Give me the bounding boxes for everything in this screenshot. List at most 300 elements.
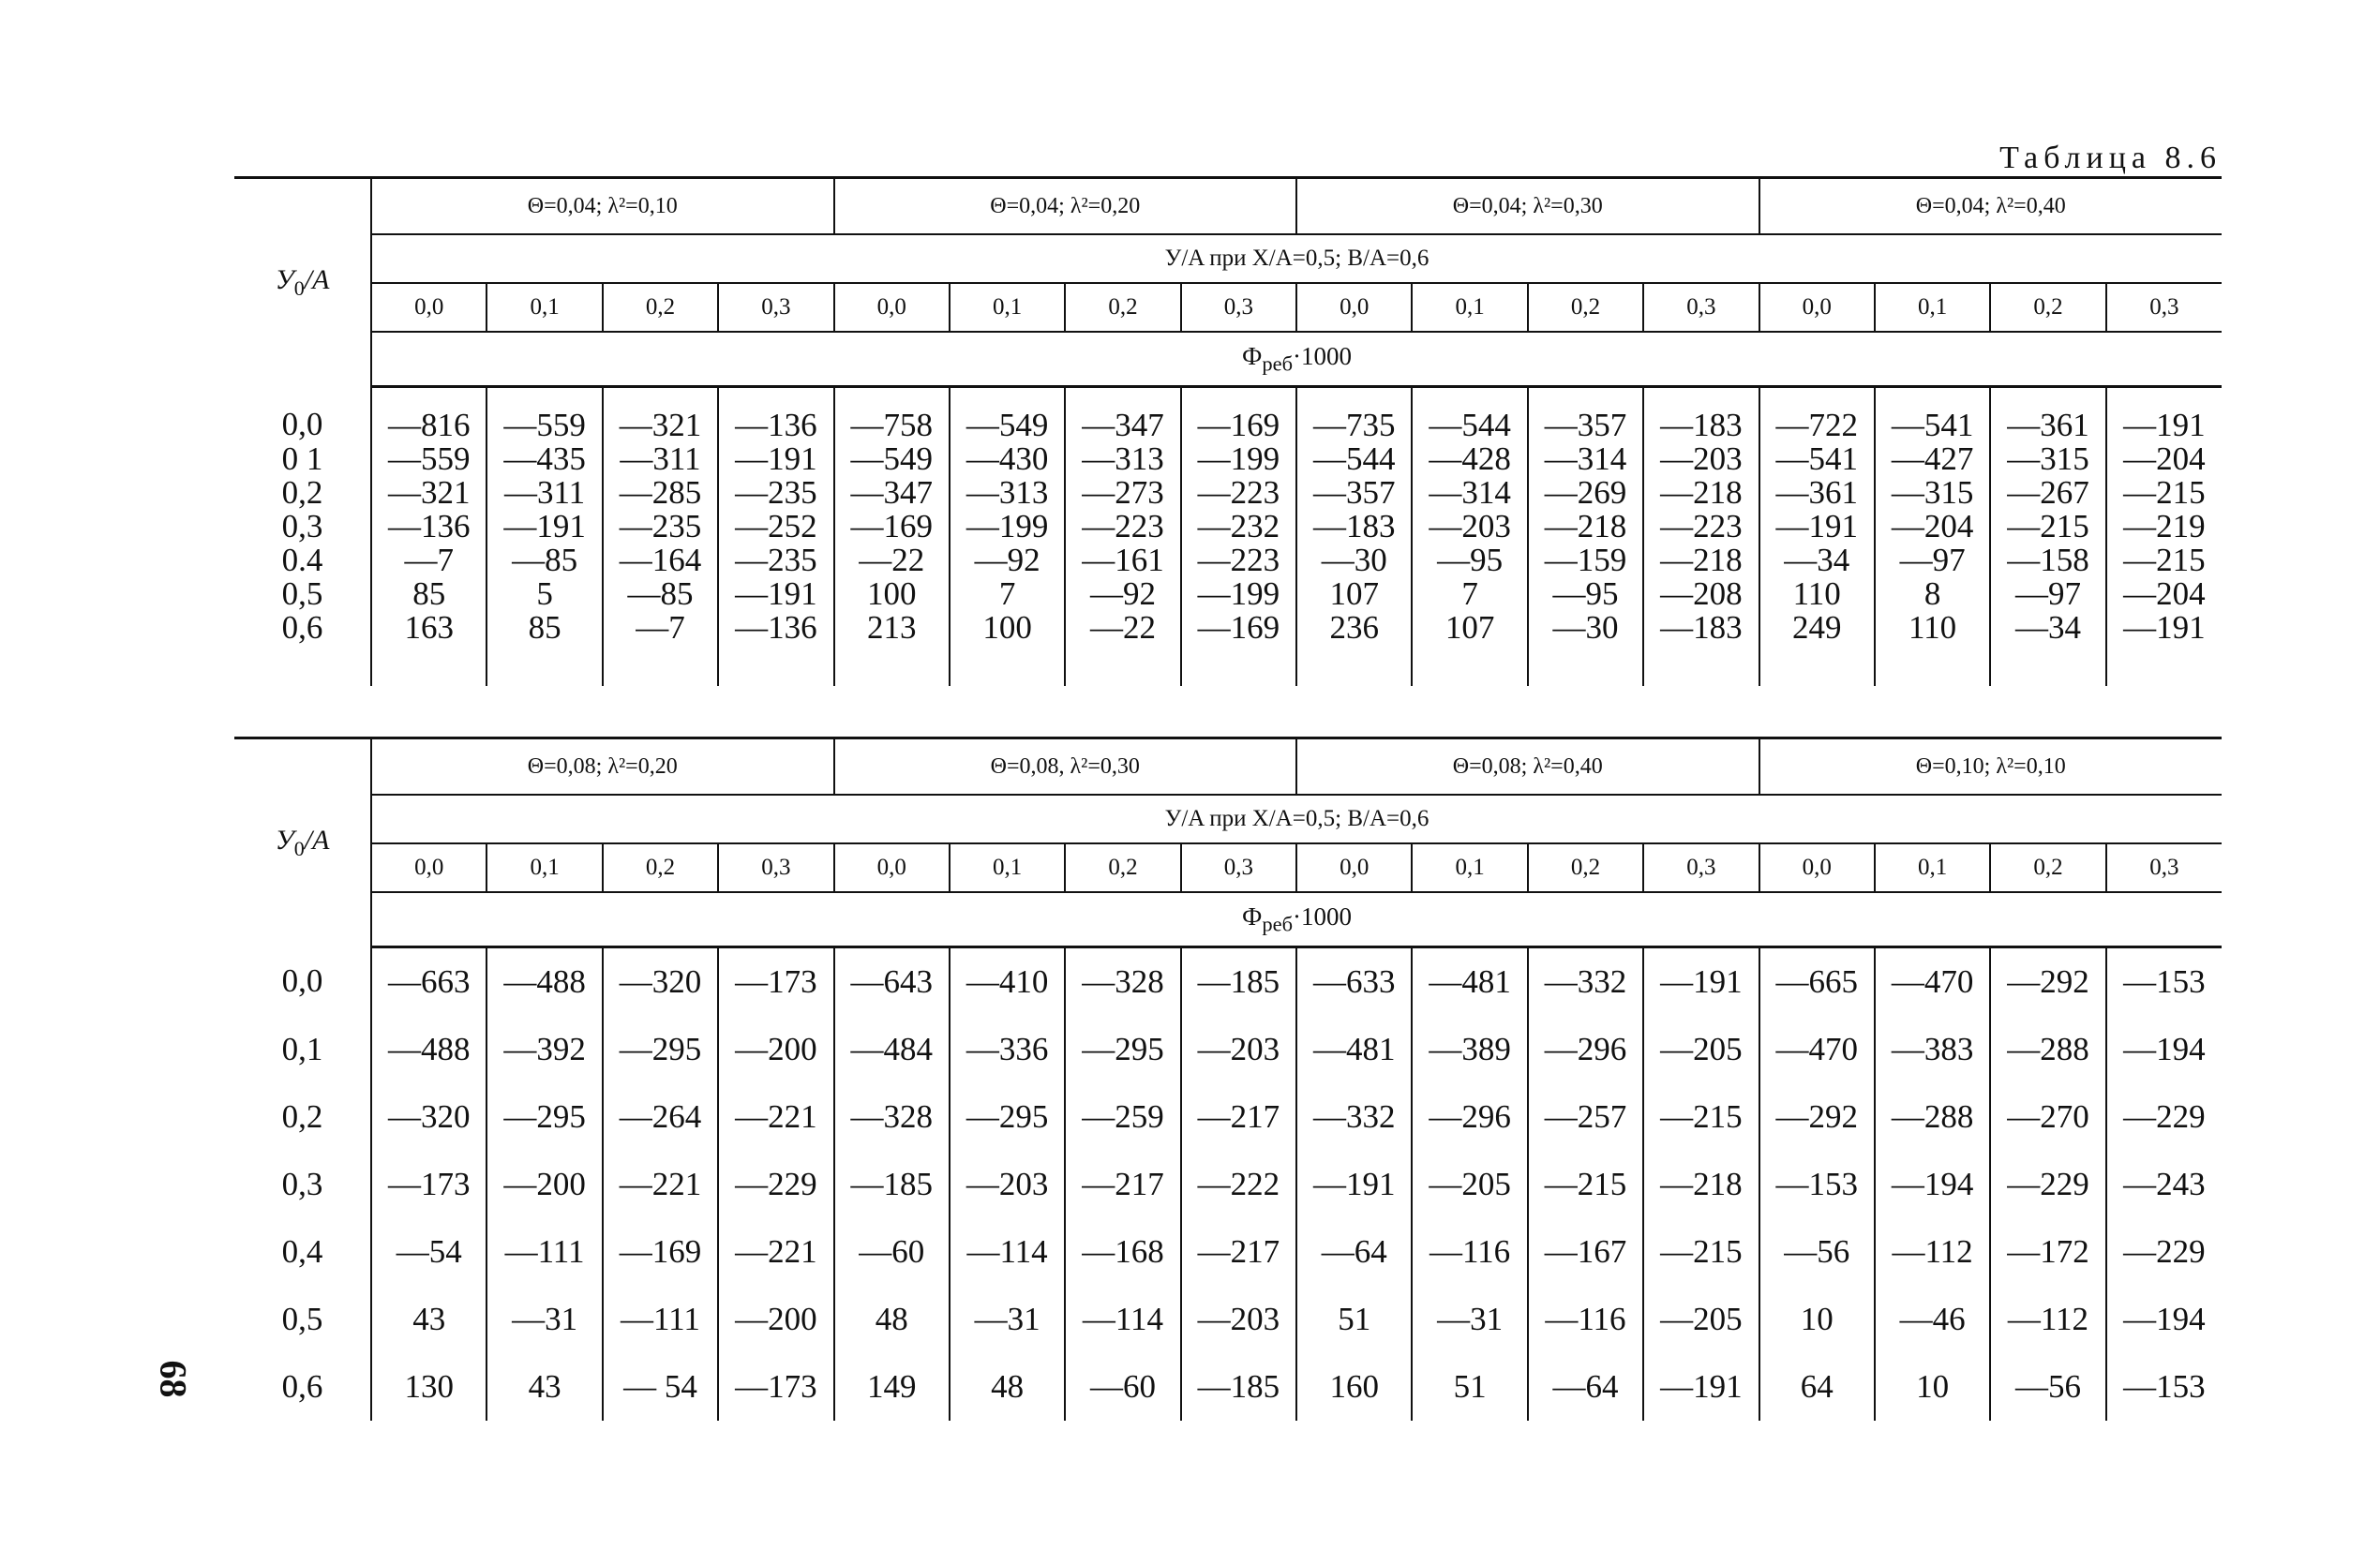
value-cell: —295 — [603, 1016, 718, 1083]
value-cell: 48 — [950, 1353, 1065, 1421]
value-cell: —203 — [1643, 442, 1759, 476]
value-cell: —114 — [1065, 1286, 1180, 1353]
value-cell: —221 — [718, 1218, 833, 1286]
value-cell: —194 — [1875, 1151, 1990, 1218]
value-cell: —208 — [1643, 577, 1759, 611]
column-header: 0,0 — [1296, 843, 1412, 892]
value-cell: —252 — [718, 510, 833, 544]
column-header: 0,1 — [486, 843, 602, 892]
value-cell: —314 — [1528, 442, 1643, 476]
value-cell: —136 — [718, 387, 833, 443]
value-cell: —183 — [1643, 387, 1759, 443]
value-cell: —541 — [1875, 387, 1990, 443]
value-cell: 107 — [1296, 577, 1412, 611]
value-cell: —194 — [2123, 1301, 2206, 1337]
value-cell: —427 — [1875, 442, 1990, 476]
value-cell: —435 — [486, 442, 602, 476]
row-header-tail: /A — [304, 264, 330, 296]
group-header: Θ=0,04; λ²=0,10 — [371, 178, 834, 235]
column-header: 0,2 — [1990, 283, 2105, 332]
value-cell: —288 — [1990, 1016, 2105, 1083]
value-cell: —488 — [371, 1016, 486, 1083]
value-cell: 7 — [1412, 577, 1527, 611]
value-cell: 43 — [486, 1353, 602, 1421]
value-cell: —30 — [1296, 544, 1412, 577]
page-number: 68 — [152, 1360, 195, 1398]
column-header: 0,2 — [1065, 283, 1180, 332]
value-cell: —643 — [834, 947, 950, 1017]
value-cell: —114 — [950, 1218, 1065, 1286]
value-cell: —311 — [486, 476, 602, 510]
row-header-main: У — [275, 825, 294, 857]
value-cell: 130 — [371, 1353, 486, 1421]
value-cell: —22 — [1065, 611, 1180, 686]
group-header: Θ=0,04; λ²=0,40 — [1759, 178, 2223, 235]
value-cell: —203 — [1412, 510, 1527, 544]
value-cell: —232 — [1181, 510, 1296, 544]
value-cell: —321 — [371, 476, 486, 510]
value-cell: —199 — [950, 510, 1065, 544]
value-cell: —136 — [371, 510, 486, 544]
phi-main: Ф — [1241, 902, 1263, 931]
value-cell: —112 — [1875, 1218, 1990, 1286]
value-cell: 107 — [1412, 611, 1527, 686]
subheader: У/A при X/A=0,5; В/A=0,6 — [371, 234, 2222, 283]
value-cell: —295 — [1065, 1016, 1180, 1083]
value-cell: —158 — [1990, 544, 2105, 577]
value-cell: 249 — [1759, 611, 1875, 686]
value-cell: 85 — [371, 577, 486, 611]
value-cell: 100 — [950, 611, 1065, 686]
row-label: 0,6 — [234, 1353, 371, 1421]
phi-main: Ф — [1241, 341, 1263, 370]
table-row — [234, 1286, 2222, 1353]
value-cell: —60 — [1065, 1353, 1180, 1421]
row-header-cell — [234, 178, 371, 387]
value-cell: —153 — [2123, 1368, 2206, 1405]
value-cell: —85 — [486, 544, 602, 577]
value-cell: —205 — [1643, 1016, 1759, 1083]
value-cell: —488 — [486, 947, 602, 1017]
value-cell: —200 — [486, 1151, 602, 1218]
value-cell: —389 — [1412, 1016, 1527, 1083]
value-cell: —217 — [1065, 1151, 1180, 1218]
value-cell: —229 — [718, 1151, 833, 1218]
phi-tail: ·1000 — [1293, 902, 1353, 931]
value-cell: —311 — [603, 442, 718, 476]
table-row — [234, 544, 2222, 577]
value-cell: 51 — [1296, 1286, 1412, 1353]
column-header: 0,0 — [834, 843, 950, 892]
table-row — [234, 1218, 2222, 1286]
value-cell: —200 — [718, 1286, 833, 1353]
value-cell: 5 — [486, 577, 602, 611]
column-header-row — [234, 283, 2222, 332]
column-header: 0,1 — [1412, 843, 1527, 892]
value-cell: —191 — [1296, 1151, 1412, 1218]
value-cell: —203 — [950, 1151, 1065, 1218]
value-cell: —185 — [1181, 1353, 1296, 1421]
value-cell: —336 — [950, 1016, 1065, 1083]
value-cell: —46 — [1875, 1286, 1990, 1353]
value-cell: 110 — [1759, 577, 1875, 611]
value-cell: —191 — [1643, 1353, 1759, 1421]
value-cell: —315 — [1990, 442, 2105, 476]
value-cell: —347 — [834, 476, 950, 510]
value-cell: —31 — [486, 1286, 602, 1353]
value-cell: —222 — [1181, 1151, 1296, 1218]
phi-sub: реб — [1262, 351, 1294, 376]
row-header-sub: 0 — [293, 837, 305, 861]
value-cell: —229 — [2123, 1233, 2206, 1270]
value-cell: —204 — [2123, 440, 2206, 477]
value-cell: —111 — [486, 1218, 602, 1286]
value-cell: —191 — [1759, 510, 1875, 544]
value-cell: —34 — [1759, 544, 1875, 577]
table-body — [234, 947, 2222, 1422]
value-cell: 10 — [1875, 1353, 1990, 1421]
row-label: 0,3 — [234, 510, 371, 544]
table-row — [234, 387, 2222, 443]
value-cell: —153 — [1759, 1151, 1875, 1218]
row-label: 0,2 — [234, 1083, 371, 1151]
row-label: 0,0 — [234, 387, 371, 443]
value-cell: —320 — [371, 1083, 486, 1151]
column-header-row — [234, 843, 2222, 892]
table-header — [234, 738, 2222, 947]
value-cell: —205 — [1643, 1286, 1759, 1353]
table-row — [234, 510, 2222, 544]
value-cell: —161 — [1065, 544, 1180, 577]
value-cell: —169 — [834, 510, 950, 544]
value-cell: 163 — [371, 611, 486, 686]
value-cell: 85 — [486, 611, 602, 686]
value-cell: —191 — [486, 510, 602, 544]
table-row — [234, 947, 2222, 1017]
column-header: 0,2 — [1528, 283, 1643, 332]
value-cell: 213 — [834, 611, 950, 686]
table-row — [234, 442, 2222, 476]
value-cell: —203 — [1181, 1016, 1296, 1083]
group-header: Θ=0,04; λ²=0,20 — [834, 178, 1297, 235]
value-cell: —264 — [603, 1083, 718, 1151]
value-cell: —235 — [718, 476, 833, 510]
table-body — [234, 387, 2222, 687]
value-cell: —215 — [1990, 510, 2105, 544]
value-cell: —56 — [1759, 1218, 1875, 1286]
value-cell: —167 — [1528, 1218, 1643, 1286]
row-label: 0,4 — [234, 1218, 371, 1286]
column-header: 0,3 — [1181, 283, 1296, 332]
column-header: 0,1 — [486, 283, 602, 332]
column-header: 0,2 — [603, 843, 718, 892]
value-cell: —223 — [1643, 510, 1759, 544]
table-header — [234, 178, 2222, 387]
row-label: 0,6 — [234, 611, 371, 686]
value-cell: —484 — [834, 1016, 950, 1083]
value-cell: —64 — [1528, 1353, 1643, 1421]
value-cell: —314 — [1412, 476, 1527, 510]
value-cell: —633 — [1296, 947, 1412, 1017]
value-cell: —199 — [1181, 577, 1296, 611]
value-cell: —357 — [1528, 387, 1643, 443]
value-cell: —116 — [1412, 1218, 1527, 1286]
group-header: Θ=0,08; λ²=0,40 — [1296, 738, 1759, 796]
value-cell: —544 — [1296, 442, 1412, 476]
group-header: Θ=0,10; λ²=0,10 — [1759, 738, 2223, 796]
value-cell: —410 — [950, 947, 1065, 1017]
value-cell: —215 — [2123, 542, 2206, 578]
value-cell: —185 — [834, 1151, 950, 1218]
value-cell: —203 — [1181, 1286, 1296, 1353]
value-cell: 149 — [834, 1353, 950, 1421]
value-cell: —235 — [718, 544, 833, 577]
value-cell: —185 — [1181, 947, 1296, 1017]
column-header: 0,1 — [1875, 843, 1990, 892]
value-cell: —199 — [1181, 442, 1296, 476]
value-cell: —164 — [603, 544, 718, 577]
value-cell: —194 — [2123, 1031, 2206, 1067]
value-cell: —223 — [1065, 510, 1180, 544]
value-cell: —758 — [834, 387, 950, 443]
row-header-main: У — [275, 264, 294, 296]
row-label: 0.4 — [234, 544, 371, 577]
value-cell: —273 — [1065, 476, 1180, 510]
value-cell: —470 — [1759, 1016, 1875, 1083]
row-label: 0,5 — [234, 1286, 371, 1353]
phi-label — [371, 332, 2222, 387]
value-cell: —243 — [2123, 1166, 2206, 1202]
value-cell: —221 — [718, 1083, 833, 1151]
value-cell: —221 — [603, 1151, 718, 1218]
table-caption: Таблица 8.6 — [1999, 141, 2222, 175]
value-cell: —481 — [1296, 1016, 1412, 1083]
value-cell: —332 — [1296, 1083, 1412, 1151]
value-cell: —116 — [1528, 1286, 1643, 1353]
value-cell: —215 — [1643, 1218, 1759, 1286]
value-cell: —169 — [1181, 611, 1296, 686]
value-cell: —320 — [603, 947, 718, 1017]
value-cell: —328 — [834, 1083, 950, 1151]
column-header: 0,1 — [1875, 283, 1990, 332]
column-header: 0,3 — [1643, 283, 1759, 332]
column-header: 0,1 — [1412, 283, 1527, 332]
value-cell: —159 — [1528, 544, 1643, 577]
value-cell: —64 — [1296, 1218, 1412, 1286]
column-header: 0,0 — [371, 843, 486, 892]
row-label: 0,3 — [234, 1151, 371, 1218]
data-table-2 — [234, 737, 2222, 1421]
column-header: 0,3 — [2106, 283, 2222, 332]
table-row — [234, 1151, 2222, 1218]
value-cell: —218 — [1528, 510, 1643, 544]
value-cell: —183 — [1643, 611, 1759, 686]
table-row — [234, 611, 2222, 686]
value-cell: —215 — [2123, 474, 2206, 511]
value-cell: —31 — [950, 1286, 1065, 1353]
value-cell: —95 — [1528, 577, 1643, 611]
value-cell: —223 — [1181, 476, 1296, 510]
value-cell: —7 — [603, 611, 718, 686]
value-cell: —229 — [2123, 1098, 2206, 1135]
value-cell: —235 — [603, 510, 718, 544]
value-cell: —259 — [1065, 1083, 1180, 1151]
value-cell: —7 — [371, 544, 486, 577]
value-cell: 51 — [1412, 1353, 1527, 1421]
value-cell: —92 — [950, 544, 1065, 577]
row-header-cell — [234, 738, 371, 947]
value-cell: —267 — [1990, 476, 2105, 510]
value-cell: —191 — [2123, 609, 2206, 646]
value-cell: —97 — [1875, 544, 1990, 577]
row-header-sub: 0 — [293, 276, 305, 301]
value-cell: —172 — [1990, 1218, 2105, 1286]
value-cell: —665 — [1759, 947, 1875, 1017]
value-cell: —361 — [1990, 387, 2105, 443]
table-row — [234, 1083, 2222, 1151]
value-cell: —191 — [1643, 947, 1759, 1017]
value-cell: —111 — [603, 1286, 718, 1353]
value-cell: —392 — [486, 1016, 602, 1083]
value-cell: 7 — [950, 577, 1065, 611]
value-cell: —549 — [950, 387, 1065, 443]
value-cell: —816 — [371, 387, 486, 443]
value-cell: —60 — [834, 1218, 950, 1286]
value-cell: —218 — [1643, 476, 1759, 510]
value-cell: — 54 — [603, 1353, 718, 1421]
value-cell: —428 — [1412, 442, 1527, 476]
value-cell: —54 — [371, 1218, 486, 1286]
column-header: 0,1 — [950, 283, 1065, 332]
value-cell: 48 — [834, 1286, 950, 1353]
value-cell: 100 — [834, 577, 950, 611]
value-cell: —315 — [1875, 476, 1990, 510]
value-cell: —332 — [1528, 947, 1643, 1017]
value-cell: —430 — [950, 442, 1065, 476]
column-header: 0,0 — [1296, 283, 1412, 332]
value-cell: —112 — [1990, 1286, 2105, 1353]
row-label: 0,0 — [234, 947, 371, 1017]
value-cell: —295 — [486, 1083, 602, 1151]
value-cell: —92 — [1065, 577, 1180, 611]
value-cell: —223 — [1181, 544, 1296, 577]
column-header: 0,1 — [950, 843, 1065, 892]
value-cell: —383 — [1875, 1016, 1990, 1083]
value-cell: —215 — [1528, 1151, 1643, 1218]
column-header: 0,2 — [603, 283, 718, 332]
value-cell: —215 — [1643, 1083, 1759, 1151]
value-cell: —544 — [1412, 387, 1527, 443]
column-header: 0,3 — [2106, 843, 2222, 892]
value-cell: —22 — [834, 544, 950, 577]
value-cell: —173 — [371, 1151, 486, 1218]
value-cell: —191 — [2123, 407, 2206, 443]
value-cell: —204 — [1875, 510, 1990, 544]
value-cell: —470 — [1875, 947, 1990, 1017]
value-cell: 43 — [371, 1286, 486, 1353]
column-header: 0,2 — [1990, 843, 2105, 892]
value-cell: 236 — [1296, 611, 1412, 686]
value-cell: —270 — [1990, 1083, 2105, 1151]
value-cell: —173 — [718, 947, 833, 1017]
group-header: Θ=0,04; λ²=0,30 — [1296, 178, 1759, 235]
table-row — [234, 1353, 2222, 1421]
table-row — [234, 577, 2222, 611]
column-header: 0,0 — [1759, 843, 1875, 892]
value-cell: —296 — [1528, 1016, 1643, 1083]
column-header: 0,2 — [1065, 843, 1180, 892]
value-cell: —153 — [2123, 963, 2206, 1000]
value-cell: —313 — [1065, 442, 1180, 476]
value-cell: —183 — [1296, 510, 1412, 544]
value-cell: —95 — [1412, 544, 1527, 577]
value-cell: 160 — [1296, 1353, 1412, 1421]
data-table-1 — [234, 176, 2222, 686]
value-cell: —559 — [371, 442, 486, 476]
value-cell: —218 — [1643, 544, 1759, 577]
value-cell: —217 — [1181, 1083, 1296, 1151]
row-label: 0,2 — [234, 476, 371, 510]
value-cell: —173 — [718, 1353, 833, 1421]
value-cell: 110 — [1875, 611, 1990, 686]
value-cell: —347 — [1065, 387, 1180, 443]
phi-tail: ·1000 — [1293, 341, 1353, 370]
value-cell: —269 — [1528, 476, 1643, 510]
row-label: 0,1 — [234, 1016, 371, 1083]
value-cell: —295 — [950, 1083, 1065, 1151]
value-cell: —169 — [603, 1218, 718, 1286]
value-cell: —205 — [1412, 1151, 1527, 1218]
value-cell: —559 — [486, 387, 602, 443]
column-header: 0,3 — [718, 843, 833, 892]
value-cell: —56 — [1990, 1353, 2105, 1421]
table-row — [234, 1016, 2222, 1083]
column-header: 0,0 — [1759, 283, 1875, 332]
value-cell: 64 — [1759, 1353, 1875, 1421]
row-label: 0,5 — [234, 577, 371, 611]
value-cell: —204 — [2123, 575, 2206, 612]
value-cell: —34 — [1990, 611, 2105, 686]
value-cell: —321 — [603, 387, 718, 443]
value-cell: —481 — [1412, 947, 1527, 1017]
table-row — [234, 476, 2222, 510]
value-cell: —168 — [1065, 1218, 1180, 1286]
column-header: 0,3 — [1643, 843, 1759, 892]
value-cell: —541 — [1759, 442, 1875, 476]
value-cell: 10 — [1759, 1286, 1875, 1353]
group-header: Θ=0,08, λ²=0,30 — [834, 738, 1297, 796]
value-cell: —229 — [1990, 1151, 2105, 1218]
value-cell: —292 — [1759, 1083, 1875, 1151]
column-header: 0,0 — [834, 283, 950, 332]
value-cell: —191 — [718, 577, 833, 611]
value-cell: —663 — [371, 947, 486, 1017]
column-header: 0,3 — [718, 283, 833, 332]
column-header: 0,2 — [1528, 843, 1643, 892]
row-header-tail: /A — [304, 825, 330, 857]
value-cell: —218 — [1643, 1151, 1759, 1218]
value-cell: —313 — [950, 476, 1065, 510]
value-cell: —549 — [834, 442, 950, 476]
column-header: 0,3 — [1181, 843, 1296, 892]
value-cell: —288 — [1875, 1083, 1990, 1151]
value-cell: —97 — [1990, 577, 2105, 611]
value-cell: —292 — [1990, 947, 2105, 1017]
subheader: У/A при X/A=0,5; В/A=0,6 — [371, 795, 2222, 843]
phi-label — [371, 892, 2222, 947]
value-cell: —136 — [718, 611, 833, 686]
value-cell: —200 — [718, 1016, 833, 1083]
